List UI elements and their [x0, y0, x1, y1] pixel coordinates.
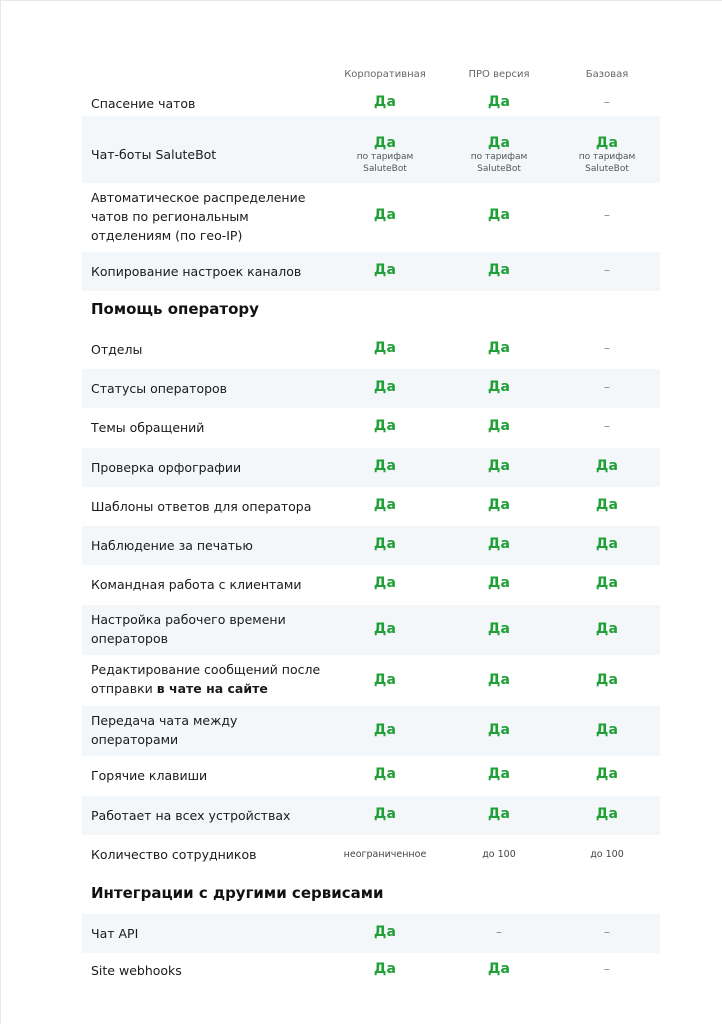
column-headers: [1, 69, 722, 85]
row-label-line: операторов: [91, 631, 168, 646]
cell-pro: Да: [487, 722, 511, 738]
cell-corporate: Да: [373, 497, 397, 513]
row-label: Шаблоны ответов для оператора: [91, 499, 312, 514]
cell-pro: Да: [487, 621, 511, 637]
row-label-line: Автоматическое распределение: [91, 190, 306, 205]
table-row: [82, 116, 660, 183]
cell-corporate: Да: [373, 340, 397, 356]
row-label: [91, 711, 237, 749]
cell-pro: до 100: [482, 849, 516, 860]
cell-basic: –: [604, 962, 610, 976]
cell-note: по тарифам: [470, 152, 528, 162]
cell-corporate: Да: [373, 262, 397, 278]
section-title-integrations: Интеграции с другими сервисами: [91, 884, 384, 902]
cell-basic: [552, 135, 662, 175]
cell-pro: Да: [487, 262, 511, 278]
table-row: [82, 835, 660, 874]
row-label-line: Передача чата между: [91, 713, 238, 728]
cell-basic: –: [604, 419, 610, 433]
table-row: [82, 565, 660, 604]
row-label: Темы обращений: [91, 420, 205, 435]
table-row: [82, 706, 660, 756]
cell-pro: Да: [487, 536, 511, 552]
cell-corporate: Да: [373, 924, 397, 940]
cell-note: по тарифам: [356, 152, 414, 162]
cell-corporate: Да: [373, 672, 397, 688]
table-row: [82, 252, 660, 291]
cell-basic: –: [604, 95, 610, 109]
cell-corporate: Да: [373, 961, 397, 977]
row-label-line: Настройка рабочего времени: [91, 612, 286, 627]
cell-basic: –: [604, 208, 610, 222]
table-row: [82, 796, 660, 835]
cell-corporate: Да: [373, 207, 397, 223]
cell-pro: Да: [487, 379, 511, 395]
cell-pro: Да: [487, 961, 511, 977]
row-label-line: Редактирование сообщений после: [91, 662, 321, 677]
row-label-line: операторами: [91, 732, 179, 747]
row-label-line: отправки в чате на сайте: [91, 681, 268, 696]
cell-basic: Да: [595, 458, 619, 474]
cell-basic: Да: [595, 497, 619, 513]
cell-note: SaluteBot: [477, 164, 521, 174]
column-header-pro: ПРО версия: [468, 69, 530, 80]
cell-corporate: Да: [373, 379, 397, 395]
cell-basic: Да: [595, 536, 619, 552]
cell-corporate: Да: [373, 94, 397, 110]
cell-basic: до 100: [590, 849, 624, 860]
cell-pro: Да: [487, 340, 511, 356]
table-row: [82, 526, 660, 565]
column-header-corporate: Корпоративная: [344, 69, 426, 80]
cell-corporate: [330, 135, 440, 175]
cell-corporate: Да: [373, 575, 397, 591]
row-label: Чат-боты SaluteBot: [91, 147, 217, 162]
row-label-bold: в чате на сайте: [156, 681, 268, 696]
table-row: [82, 89, 660, 115]
table-row: [82, 914, 660, 953]
cell-basic: Да: [595, 766, 619, 782]
row-label: Горячие клавиши: [91, 768, 208, 783]
row-label: Site webhooks: [91, 963, 182, 978]
cell-basic: –: [604, 263, 610, 277]
cell-pro: Да: [487, 766, 511, 782]
cell-pro: Да: [487, 672, 511, 688]
cell-basic: –: [604, 341, 610, 355]
cell-corporate: Да: [373, 458, 397, 474]
cell-corporate: Да: [373, 766, 397, 782]
cell-value: Да: [595, 135, 619, 151]
cell-pro: Да: [487, 418, 511, 434]
cell-pro: Да: [487, 806, 511, 822]
row-label: [91, 610, 286, 648]
cell-basic: Да: [595, 621, 619, 637]
row-label: Статусы операторов: [91, 381, 228, 396]
row-label: Чат API: [91, 926, 139, 941]
row-label: Копирование настроек каналов: [91, 264, 302, 279]
cell-note: по тарифам: [578, 152, 636, 162]
cell-value: Да: [373, 135, 397, 151]
table-row: [82, 183, 660, 251]
row-label: Количество сотрудников: [91, 847, 257, 862]
row-label-line: отделениям (по гео-IP): [91, 228, 243, 243]
cell-basic: –: [604, 925, 610, 939]
cell-corporate: Да: [373, 722, 397, 738]
cell-corporate: неограниченное: [343, 849, 427, 860]
cell-basic: Да: [595, 806, 619, 822]
row-label: [91, 660, 320, 698]
row-label-line: чатов по региональным: [91, 209, 249, 224]
cell-basic: –: [604, 380, 610, 394]
table-row: [82, 953, 660, 991]
cell-pro: Да: [487, 497, 511, 513]
cell-pro: Да: [487, 575, 511, 591]
table-row: [82, 448, 660, 487]
cell-corporate: Да: [373, 418, 397, 434]
table-row: [82, 408, 660, 447]
cell-note: SaluteBot: [363, 164, 407, 174]
cell-basic: Да: [595, 575, 619, 591]
row-label: Работает на всех устройствах: [91, 808, 291, 823]
cell-corporate: Да: [373, 806, 397, 822]
cell-pro: Да: [487, 207, 511, 223]
cell-corporate: Да: [373, 536, 397, 552]
section-title-operator-help: Помощь оператору: [91, 300, 259, 318]
table-row: [82, 330, 660, 369]
cell-pro: Да: [487, 94, 511, 110]
cell-basic: Да: [595, 722, 619, 738]
table-row: [82, 605, 660, 655]
cell-pro: –: [496, 925, 502, 939]
table-row: [82, 487, 660, 526]
column-header-basic: Базовая: [585, 69, 629, 80]
row-label: Командная работа с клиентами: [91, 577, 302, 592]
table-row: [82, 655, 660, 706]
row-label: Спасение чатов: [91, 96, 196, 111]
row-label: Наблюдение за печатью: [91, 538, 253, 553]
row-label: Проверка орфографии: [91, 460, 242, 475]
row-label: Отделы: [91, 342, 143, 357]
cell-basic: Да: [595, 672, 619, 688]
cell-value: Да: [487, 135, 511, 151]
cell-note: SaluteBot: [585, 164, 629, 174]
cell-corporate: Да: [373, 621, 397, 637]
cell-pro: [444, 135, 554, 175]
table-row: [82, 369, 660, 408]
row-label: [91, 188, 305, 245]
cell-pro: Да: [487, 458, 511, 474]
table-row: [82, 756, 660, 795]
